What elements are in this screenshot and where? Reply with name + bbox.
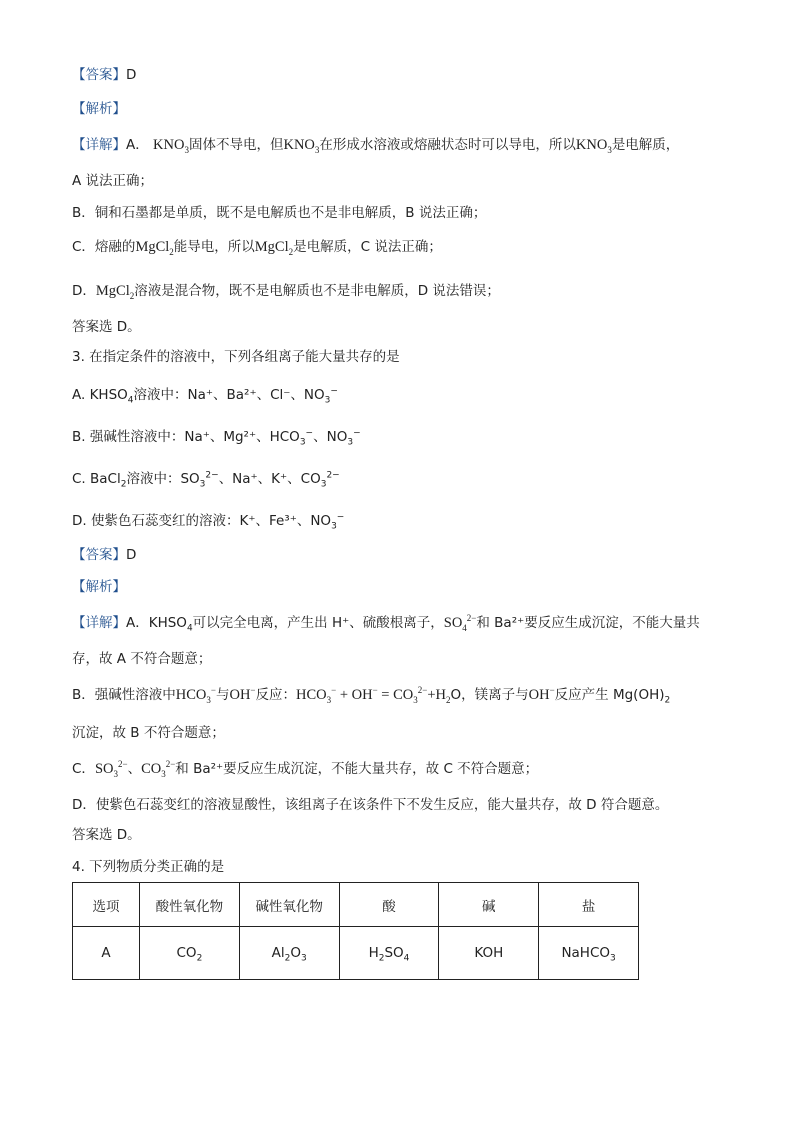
answer-label: 【答案】 xyxy=(72,547,126,563)
q3-detail-line-6: D．使紫色石蕊变红的溶液显酸性，该组离子在该条件下不发生反应，能大量共存，故 D 符合题意。 xyxy=(72,797,669,813)
formula-kno3: $KNO_3$ xyxy=(153,137,189,155)
classification-table xyxy=(72,882,639,980)
q3-detail-line-1: 【详解】A．$KHSO_4$可以完全电离，产生出 H⁺、硫酸根离子，$SO_4^{2-}$和 Ba²⁺要反应生成沉淀，不能大量共 xyxy=(72,613,700,634)
detail-line-b: B．铜和石墨都是单质，既不是电解质也不是非电解质，B 说法正确； xyxy=(72,205,487,221)
q3-option-a: A. $KHSO_4$溶液中：Na⁺、Ba²⁺、Cl⁻、$NO_3^-$ xyxy=(72,386,338,406)
analysis-line-q2 xyxy=(72,100,126,118)
table-header: 盐 xyxy=(539,883,639,927)
analysis-label: 【解析】 xyxy=(72,579,126,595)
detail-label: 【详解】 xyxy=(72,137,126,153)
table-header: 选项 xyxy=(73,883,140,927)
formula-mgcl2: MgCl$_2$ xyxy=(95,283,135,301)
table-header: 碱 xyxy=(439,883,539,927)
table-header-row xyxy=(73,883,639,927)
table-header: 酸 xyxy=(339,883,439,927)
table-cell: NaHCO$_3$ xyxy=(539,927,639,980)
formula-mgcl2: MgCl$_2$ xyxy=(135,239,174,257)
q3-detail-line-4: 沉淀，故 B 不符合题意； xyxy=(72,725,225,741)
q3-option-b: B. 强碱性溶液中：Na⁺、Mg²⁺、$HCO_3^-$、$NO_3^-$ xyxy=(72,428,361,448)
q3-detail-line-3: B．强碱性溶液中$HCO_3^-$与OH−反应：$HCO_3^- + OH^- = CO_3^{2-}+H_2O$，镁离子与OH−反应产生 $Mg(OH)_2$ xyxy=(72,685,671,706)
analysis-label: 【解析】 xyxy=(72,101,126,117)
formula-kno3: $KNO_3$ xyxy=(283,137,320,155)
q3-detail-line-2: 存，故 A 不符合题意； xyxy=(72,651,212,667)
q3-option-d: D. 使紫色石蕊变红的溶液：K⁺、Fe³⁺、$NO_3^-$ xyxy=(72,512,345,532)
answer-value: D xyxy=(126,547,137,563)
table-cell: $H_2SO_4$ xyxy=(339,927,439,980)
detail-line-a1: 【详解】A． $KNO_3$固体不导电，但$KNO_3$在形成水溶液或熔融状态时可以导电，所以$KNO_3$是电解质， xyxy=(72,137,680,155)
answer-select-q3: 答案选 D。 xyxy=(72,827,141,843)
table-header: 酸性氧化物 xyxy=(140,883,240,927)
detail-line-c: C．熔融的MgCl$_2$能导电，所以MgCl$_2$是电解质，C 说法正确； xyxy=(72,239,442,257)
answer-line-q3 xyxy=(72,546,136,564)
answer-select-q2: 答案选 D。 xyxy=(72,319,141,335)
answer-value: D xyxy=(126,67,137,83)
formula-kno3: $KNO_3$ xyxy=(575,137,612,155)
detail-line-a2: A 说法正确； xyxy=(72,173,154,189)
answer-label: 【答案】 xyxy=(72,67,126,83)
detail-label: 【详解】 xyxy=(72,615,126,631)
question-4-stem: 4. 下列物质分类正确的是 xyxy=(72,859,225,875)
q3-option-c: C. BaCl$_2$溶液中：$SO_3^{2-}$、Na⁺、K⁺、$CO_3^{2-}$ xyxy=(72,470,340,490)
answer-line-q2 xyxy=(72,66,136,84)
analysis-line-q3 xyxy=(72,578,126,596)
table-cell: $CO_2$ xyxy=(140,927,240,980)
detail-line-d: D．MgCl$_2$溶液是混合物，既不是电解质也不是非电解质，D 说法错误； xyxy=(72,283,500,301)
table-row xyxy=(73,927,639,980)
question-3-stem: 3. 在指定条件的溶液中，下列各组离子能大量共存的是 xyxy=(72,349,400,365)
formula-mgcl2: MgCl$_2$ xyxy=(254,239,294,257)
table-cell: $Al_2O_3$ xyxy=(239,927,339,980)
table-cell: KOH xyxy=(439,927,539,980)
table-cell: A xyxy=(73,927,140,980)
q3-detail-line-5: C．$SO_3^{2-}$、$CO_3^{2-}$和 Ba²⁺要反应生成沉淀，不能大量共存，故 C 不符合题意； xyxy=(72,759,539,779)
table-header: 碱性氧化物 xyxy=(239,883,339,927)
